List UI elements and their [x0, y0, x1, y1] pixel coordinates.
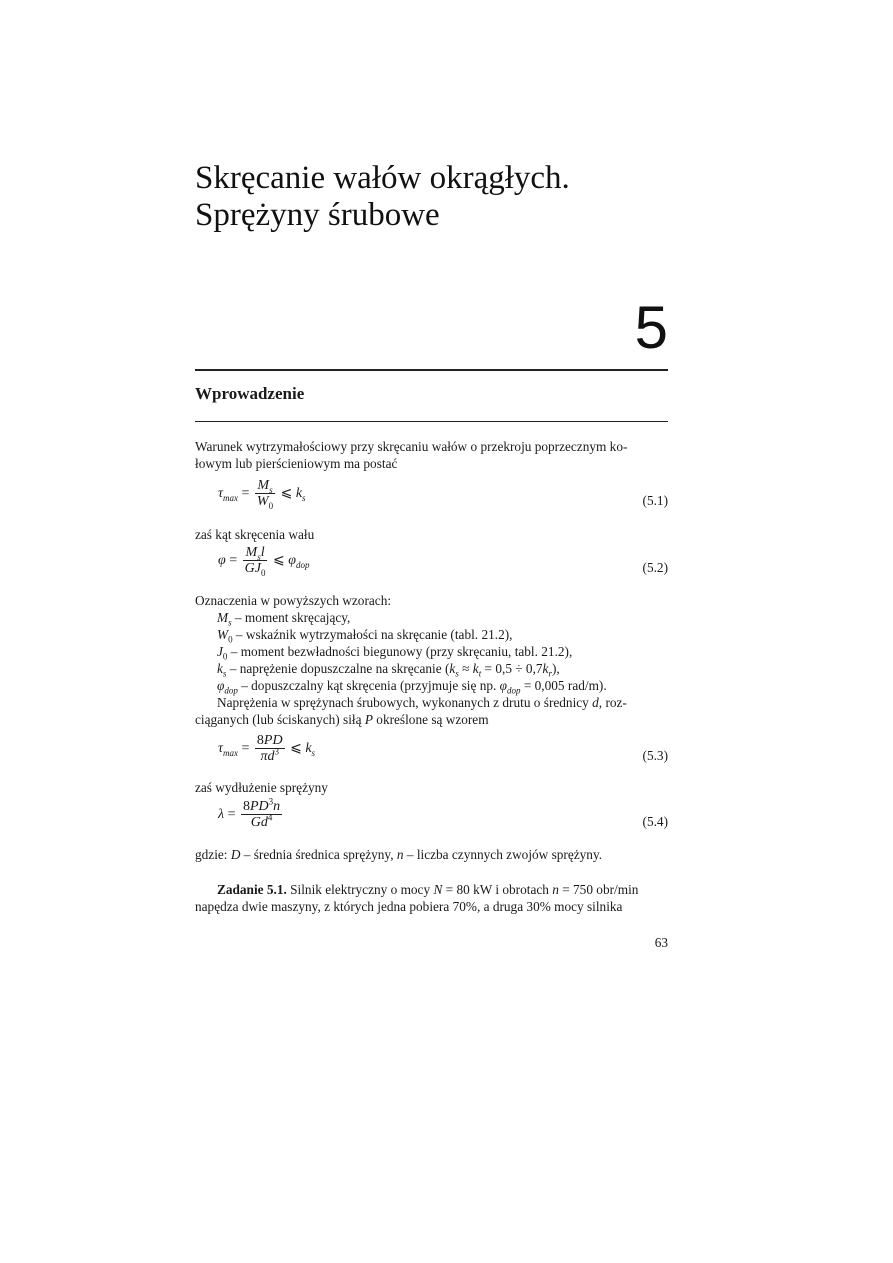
equation-5-1: $\tau_{max}$ = $\frac{M_s}{W_0}$ ⩽ $k_s$	[218, 478, 306, 511]
page-number: 63	[654, 935, 668, 950]
intro-line2: łowym lub pierścieniowym ma postać	[195, 456, 398, 471]
equation-5-2: φ = $\frac{M_sl}{GJ_0}$ ⩽ $\varphi_{dop}$	[218, 545, 310, 578]
text-twist-angle: zaś kąt skręcenia wału	[195, 527, 315, 542]
task-line2: napędza dwie maszyny, z których jedna pobiera 70%, a druga 30% mocy silnika	[195, 899, 623, 914]
chapter-rule	[195, 369, 668, 371]
task-label: Zadanie 5.1.	[217, 882, 287, 897]
notation-heading: Oznaczenia w powyższych wzorach:	[195, 593, 392, 608]
intro-line1: Warunek wytrzymałościowy przy skręcaniu wałów o przekroju poprzecznym ko-	[195, 439, 628, 454]
notation-ms: $M_s$ – moment skręcający,	[217, 610, 351, 628]
notation-ks: $k_s$ – naprężenie dopuszczalne na skręcanie $(k_s \approx k_t = 0,5 \div 0,7k_r)$,	[217, 661, 560, 679]
notation-phi: $\varphi_{dop}$ – dopuszczalny kąt skręcenia (przyjmuje się np. $\varphi_{dop} = 0,005$ rad/m).	[217, 678, 607, 696]
section-heading: Wprowadzenie	[195, 384, 305, 403]
equation-number-5-4: (5.4)	[642, 814, 668, 829]
notation-w0: $W_0$ – wskaźnik wytrzymałości na skręcanie (tabl. 21.2),	[217, 627, 513, 645]
equation-5-4: λ = $\frac{8PD^3n}{Gd^4}$	[218, 796, 281, 830]
equation-5-3: $\tau_{max}$ = $\frac{8PD}{\pi d^3}$ ⩽ $k_s$	[218, 733, 316, 764]
chapter-title-line2: Sprężyny śrubowe	[195, 197, 440, 233]
where-line: gdzie: D – średnia średnica sprężyny, n – liczba czynnych zwojów sprężyny.	[195, 847, 603, 862]
section-rule	[195, 421, 668, 422]
task-line1: Zadanie 5.1. Silnik elektryczny o mocy N = 80 kW i obrotach n = 750 obr/min	[217, 882, 639, 897]
notation-j0: $J_0$ – moment bezwładności biegunowy (przy skręcaniu, tabl. 21.2),	[217, 644, 573, 662]
equation-number-5-1: (5.1)	[642, 493, 668, 508]
chapter-number: 5	[634, 294, 668, 361]
springs-line2: ciąganych (lub ściskanych) siłą P określone są wzorem	[195, 712, 489, 727]
equation-number-5-3: (5.3)	[642, 748, 668, 763]
springs-line1: Naprężenia w sprężynach śrubowych, wykonanych z drutu o średnicy d, roz-	[217, 695, 627, 710]
chapter-title-line1: Skręcanie wałów okrągłych.	[195, 160, 570, 196]
text-elongation: zaś wydłużenie sprężyny	[195, 780, 328, 795]
chapter-title	[195, 160, 570, 234]
equation-number-5-2: (5.2)	[642, 560, 668, 575]
